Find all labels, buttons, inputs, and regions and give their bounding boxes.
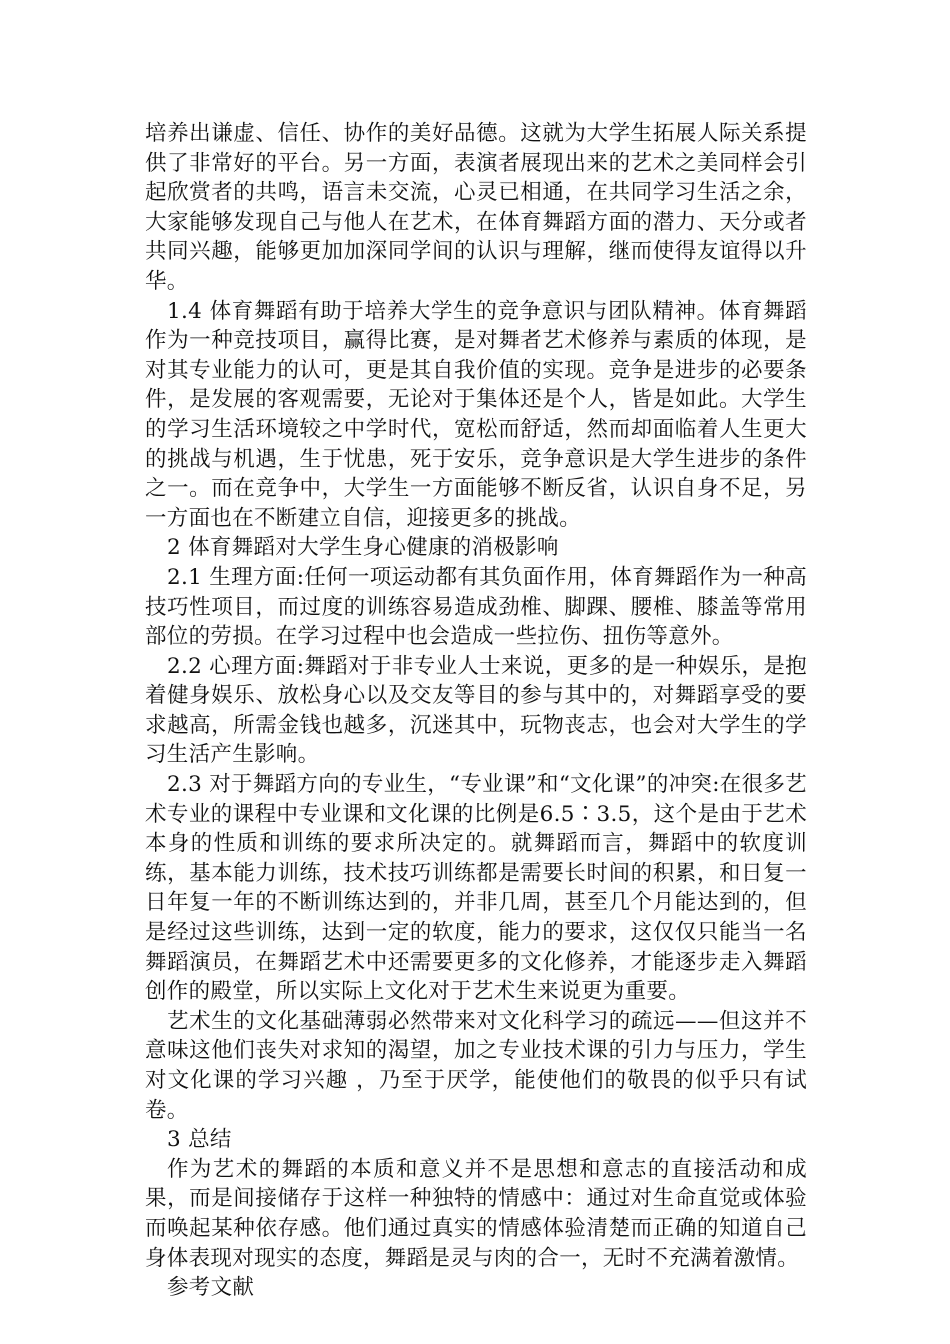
paragraph-section-2-1: 2.1 生理方面:任何一项运动都有其负面作用，体育舞蹈作为一种高技巧性项目，而过度的训练容易造成劲椎、脚踝、腰椎、膝盖等常用部位的劳损。在学习过程中也会造成一些拉伤、扭伤等意外。 bbox=[145, 564, 807, 650]
paragraph-art-students: 艺术生的文化基础薄弱必然带来对文化科学习的疏远——但这并不意味这他们丧失对求知的渴望，加之专业技术课的引力与压力，学生对文化课的学习兴趣 ，乃至于厌学，能使他们的敬畏的似乎只有试卷。 bbox=[145, 1008, 807, 1123]
paragraph-section-2-2: 2.2 心理方面:舞蹈对于非专业人士来说，更多的是一种娱乐，是抱着健身娱乐、放松身心以及交友等目的参与其中的，对舞蹈享受的要求越高，所需金钱也越多，沉迷其中，玩物丧志，也会对大学生的学习生活产生影响。 bbox=[145, 653, 807, 768]
paragraph-summary: 作为艺术的舞蹈的本质和意义并不是思想和意志的直接活动和成果，而是间接储存于这样一种独特的情感中：通过对生命直觉或体验而唤起某种依存感。他们通过真实的情感体验清楚而正确的知道自己身体表现对现实的态度，舞蹈是灵与肉的合一，无时不充满着激情。 bbox=[145, 1156, 807, 1271]
document-body bbox=[145, 119, 807, 1303]
paragraph-section-2-3: 2.3 对于舞蹈方向的专业生，“专业课”和“文化课”的冲突:在很多艺术专业的课程中专业课和文化课的比例是6.5∶3.5，这个是由于艺术本身的性质和训练的要求所决定的。就舞蹈而言，舞蹈中的软度训练，基本能力训练，技术技巧训练都是需要长时间的积累，和日复一日年复一年的不断训练达到的，并非几周，甚至几个月能达到的，但是经过这些训练，达到一定的软度，能力的要求，这仅仅只能当一名舞蹈演员，在舞蹈艺术中还需要更多的文化修养，才能逐步走入舞蹈创作的殿堂，所以实际上文化对于艺术生来说更为重要。 bbox=[145, 772, 807, 1005]
heading-section-3: 3 总结 bbox=[167, 1127, 232, 1153]
heading-references: 参考文献 bbox=[167, 1275, 255, 1301]
paragraph-section-1-4: 1.4 体育舞蹈有助于培养大学生的竞争意识与团队精神。体育舞蹈作为一种竞技项目，赢得比赛，是对舞者艺术修养与素质的体现，是对其专业能力的认可，更是其自我价值的实现。竞争是进步的必要条件，是发展的客观需要，无论对于集体还是个人，皆是如此。大学生的学习生活环境较之中学时代，宽松而舒适，然而却面临着人生更大的挑战与机遇，生于忧患，死于安乐，竞争意识是大学生进步的条件之一。而在竞争中，大学生一方面能够不断反省，认识自身不足，另一方面也在不断建立自信，迎接更多的挑战。 bbox=[145, 298, 807, 531]
paragraph-continuation: 培养出谦虚、信任、协作的美好品德。这就为大学生拓展人际关系提供了非常好的平台。另一方面，表演者展现出来的艺术之美同样会引起欣赏者的共鸣，语言未交流，心灵已相通，在共同学习生活之余，大家能够发现自己与他人在艺术，在体育舞蹈方面的潜力、天分或者共同兴趣，能够更加加深同学间的认识与理解，继而使得友谊得以升华。 bbox=[145, 121, 807, 294]
heading-section-2: 2 体育舞蹈对大学生身心健康的消极影响 bbox=[167, 535, 559, 561]
